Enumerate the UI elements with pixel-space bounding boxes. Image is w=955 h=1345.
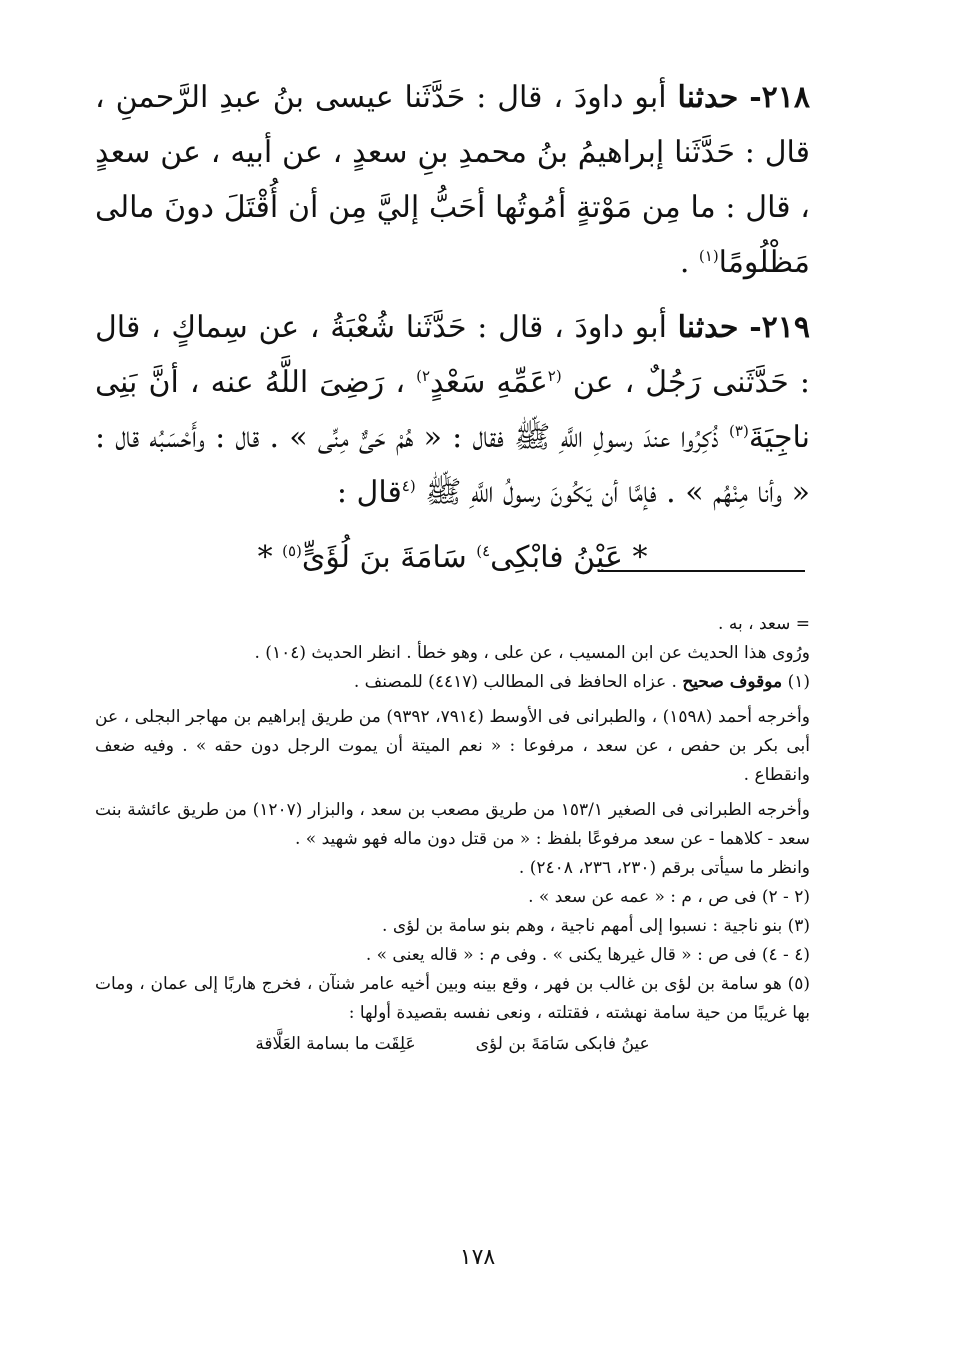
hadith-text: ذُكِرُوا عندَ رسولِ اللَّهِ ﷺ فقال : « هُمْ حَىٌّ مِنِّى » . قال : وأَحْسَبُه قال : « وأنا مِنْهُم » . فإمَّا أن يَكُونَ رسولُ اللَّهِ ﷺ	[95, 420, 810, 510]
poem-line	[95, 1030, 810, 1059]
footnote-line: وانظر ما سيأتى برقم (٢٣٠، ٢٣٦، ٢٤٠٨) .	[518, 858, 810, 878]
footnote-line: (٥) هو سامة بن لؤى بن غالب بن فهر ، وقع بينه وبين أخيه عامر شنآن ، فخرج هاربًا إلى عمان ، ومات بها غريبًا من حية سامة نهشته ، فقتلته ، ونعى نفسه بقصيدة أولها :	[95, 974, 810, 1023]
footnote-number: (١)	[787, 672, 810, 692]
poem-hemistich: عينُ فابكى سَامَةَ بن لؤى	[475, 1034, 650, 1054]
hadith-text: قال :	[336, 475, 402, 510]
footnote-line: (٤ - ٤) فى ص : « قال غيرها يكنى » . وفى م : « قاله يعنى » .	[365, 945, 810, 965]
footnote-line: = سعد ، به .	[718, 614, 810, 634]
footnote-line	[95, 668, 810, 697]
hadith-219	[95, 300, 810, 520]
hadith-text: عَمِّهِ سَعْدٍ	[430, 365, 548, 400]
verse-marker: *	[257, 540, 273, 575]
hadith-218	[95, 70, 810, 290]
verse-line	[95, 530, 810, 585]
hadith-text: ، رَضِىَ اللَّهُ عنه ، أنَّ بَنِى ناجِيَةَ	[95, 365, 810, 455]
verse-text: سَامَةَ بنَ لُؤَىٍّ	[301, 540, 467, 575]
footnote-ref: (٣)	[729, 422, 749, 440]
footnote-line: ورُوى هذا الحديث عن ابن المسيب ، عن على ، وهو خطأ . انظر الحديث (١٠٤) .	[254, 643, 810, 663]
footnote-line: وأخرجه أحمد (١٥٩٨) ، والطبرانى فى الأوسط (٧٩١٤، ٩٣٩٢) من طريق إبراهيم بن مهاجر البجلى ، عن أبى بكر بن حفص ، عن سعد ، مرفوعا : « نعم الميتة أن يموت الرجل دون حقه » . وفيه ضعف وانقطاع .	[95, 707, 810, 785]
verse-text: * عَيْنُ فابْكِى	[490, 540, 648, 575]
footnote-ref: ٤)	[476, 542, 491, 560]
hadith-lead-word: حدثنا	[677, 310, 739, 345]
footnotes	[95, 610, 810, 1059]
grading-label: موقوف صحيح	[682, 672, 783, 692]
hadith-text: أبو داودَ ، قال : حَدَّثَنا شُعْبَةُ ، عن سِماكٍ ، قال : حَدَّثَنى رَجُلٌ ، عن	[95, 310, 810, 400]
footnote-ref: (٢	[547, 367, 562, 385]
footnote-ref: (١)	[698, 247, 719, 265]
footnote-line: (٣) بنو ناجية : نسبوا إلى أمهم ناجية ، وهم بنو سامة بن لؤى .	[382, 916, 810, 936]
hadith-text-end: .	[679, 245, 699, 280]
hadith-number: ٢١٩-	[749, 310, 810, 345]
footnote-ref: (٤	[401, 477, 416, 495]
footnote-ref: ٢)	[416, 367, 431, 385]
footnote-text: . عزاه الحافظ فى المطالب (٤٤١٧) للمصنف .	[353, 672, 677, 692]
hadith-text: أبو داودَ ، قال : حَدَّثَنا عيسى بنُ عبدِ الرَّحمنِ ، قال : حَدَّثَنا إبراهيمُ بنُ محمدِ بنِ سعدٍ ، عن أبيه ، عن سعدٍ ، قال : ما مِن مَوْتةٍ أمُوتُها أحَبُّ إليَّ مِن أن أُقْتَلَ دونَ مالى مَظْلُومًا	[95, 80, 810, 280]
footnote-line: (٢ - ٢) فى ص ، م : « عمه عن سعد » .	[528, 887, 810, 907]
hadith-lead-word: حدثنا	[677, 80, 739, 115]
footnote-line: وأخرجه الطبرانى فى الصغير ١٥٣/١ من طريق مصعب بن سعد ، والبزار (١٢٠٧) من طريق عائشة بنت سعد - كلاهما - عن سعد مرفوعًا بلفظ : « من قتل دون ماله فهو شهيد » .	[95, 800, 810, 849]
hadith-number: ٢١٨-	[749, 80, 810, 115]
footnote-ref: (٥)	[282, 542, 302, 560]
footnote-divider	[598, 570, 805, 572]
poem-hemistich: عَلِقَت ما بسامة العَلَّاقة	[255, 1034, 416, 1054]
main-text	[95, 70, 810, 585]
page-number: ١٧٨	[459, 1245, 496, 1270]
